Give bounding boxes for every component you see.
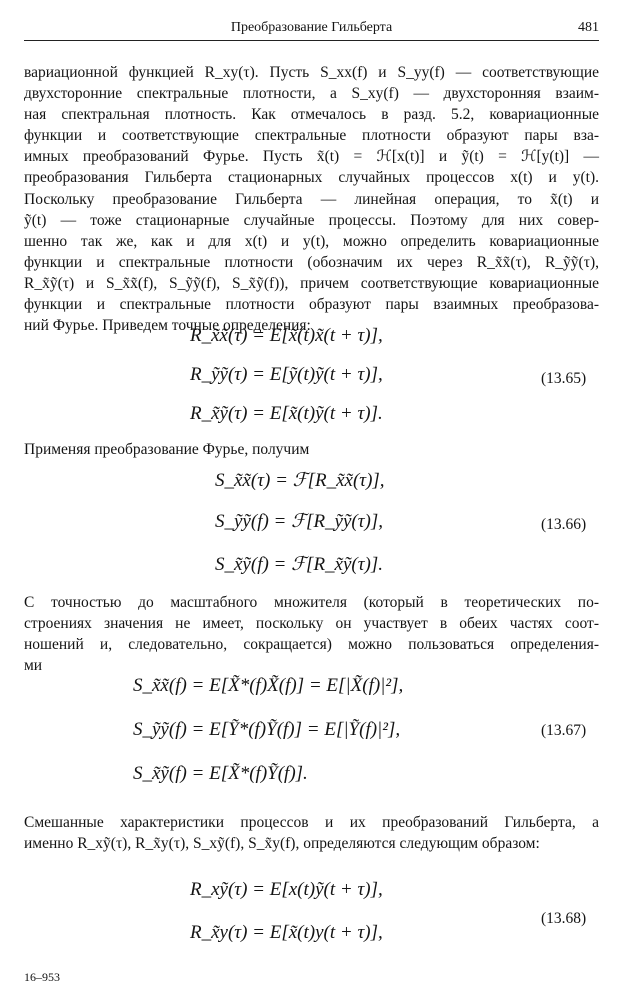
page-number: 481 (578, 20, 599, 35)
eq-13-66-line-3: S_x̃ỹ(f) = ℱ[R_x̃ỹ(τ)]. (215, 554, 384, 575)
p3-line-3: ношений и, следовательно, сокращается) можно пользоваться определения- (24, 636, 599, 654)
running-header (24, 20, 599, 41)
p1-line-8: ỹ(t) — тоже стационарные случайные процессы. Поэтому для них совер- (24, 211, 599, 229)
paragraph-1 (24, 62, 599, 336)
eq-13-67-line-1: S_x̃x̃(f) = E[X̃*(f)X̃(f)] = E[|X̃(f)|²], (133, 675, 404, 696)
p1-line-10: функции и спектральные плотности (обозначим их через R_x̃x̃(τ), R_ỹỹ(τ), (24, 253, 599, 271)
eq-13-68-line-1: R_xỹ(τ) = E[x(t)ỹ(t + τ)], (190, 879, 383, 900)
header-title: Преобразование Гильберта (230, 20, 393, 35)
p1-line-13: ний Фурье. Приведем точные определения: (24, 317, 311, 335)
p1-line-1: вариационной функцией R_xy(τ). Пусть S_xx(f) и S_yy(f) — соответствующие (24, 64, 599, 81)
p1-line-4: функции и соответствующие спектральные плотности образуют пары вза- (24, 127, 599, 145)
eq-number-13-66: (13.66) (541, 516, 587, 533)
eq-13-65-line-2: R_ỹỹ(τ) = E[ỹ(t)ỹ(t + τ)], (190, 364, 383, 385)
eq-13-68-line-2: R_x̃y(τ) = E[x̃(t)y(t + τ)], (190, 922, 383, 943)
eq-13-65-line-1: R_x̃x̃(τ) = E[x̃(t)x̃(t + τ)], (190, 325, 383, 346)
paragraph-2 (24, 439, 599, 460)
eq-number-13-68: (13.68) (541, 910, 587, 927)
p1-line-2: двухсторонние спектральные плотности, а S_xy(f) — двухсторонняя взаим- (24, 85, 599, 103)
p2-line-1: Применяя преобразование Фурье, получим (24, 441, 310, 458)
p1-line-9: шенно так же, как и для x(t) и y(t), можно определить ковариационные (24, 232, 599, 250)
paragraph-3 (24, 592, 599, 676)
p1-line-12: функции и спектральные плотности образуют пары взаимных преобразова- (24, 296, 599, 314)
eq-number-13-65: (13.65) (541, 370, 587, 387)
p1-line-7: Поскольку преобразование Гильберта — линейная операция, то x̃(t) и (24, 190, 599, 208)
p1-line-11: R_x̃ỹ(τ) и S_x̃x̃(f), S_ỹỹ(f), S_x̃ỹ(f)), причем соответствующие ковариационные (24, 274, 599, 292)
p3-line-4: ми (24, 657, 43, 675)
p4-line-1: Смешанные характеристики процессов и их преобразований Гильберта, а (24, 814, 599, 831)
p1-line-6: преобразования Гильберта стационарных случайных процессов x(t) и y(t). (24, 169, 599, 187)
p3-line-1: С точностью до масштабного множителя (который в теоретических по- (24, 594, 599, 611)
eq-13-65-line-3: R_x̃ỹ(τ) = E[x̃(t)ỹ(t + τ)]. (190, 403, 383, 424)
eq-13-66-line-1: S_x̃x̃(τ) = ℱ[R_x̃x̃(τ)], (215, 470, 385, 491)
p1-line-5: имных преобразований Фурье. Пусть x̃(t) = ℋ[x(t)] и ỹ(t) = ℋ[y(t)] — (24, 148, 599, 166)
eq-13-67-line-2: S_ỹỹ(f) = E[Ỹ*(f)Ỹ(f)] = E[|Ỹ(f)|²], (133, 719, 401, 740)
p3-line-2: строениях значения не имеет, поскольку он участвует в обеих частях соот- (24, 615, 599, 633)
eq-13-66-line-2: S_ỹỹ(f) = ℱ[R_ỹỹ(τ)], (215, 511, 384, 532)
p4-line-2: именно R_xỹ(τ), R_x̃y(τ), S_xỹ(f), S_x̃y(f), определяются следующим образом: (24, 835, 540, 853)
eq-13-67-line-3: S_x̃ỹ(f) = E[X̃*(f)Ỹ(f)]. (133, 763, 308, 784)
paragraph-4 (24, 812, 599, 854)
signature-mark: 16–953 (24, 970, 60, 984)
eq-number-13-67: (13.67) (541, 722, 587, 739)
p1-line-3: ная спектральная плотность. Как отмечалось в разд. 5.2, ковариационные (24, 106, 599, 124)
